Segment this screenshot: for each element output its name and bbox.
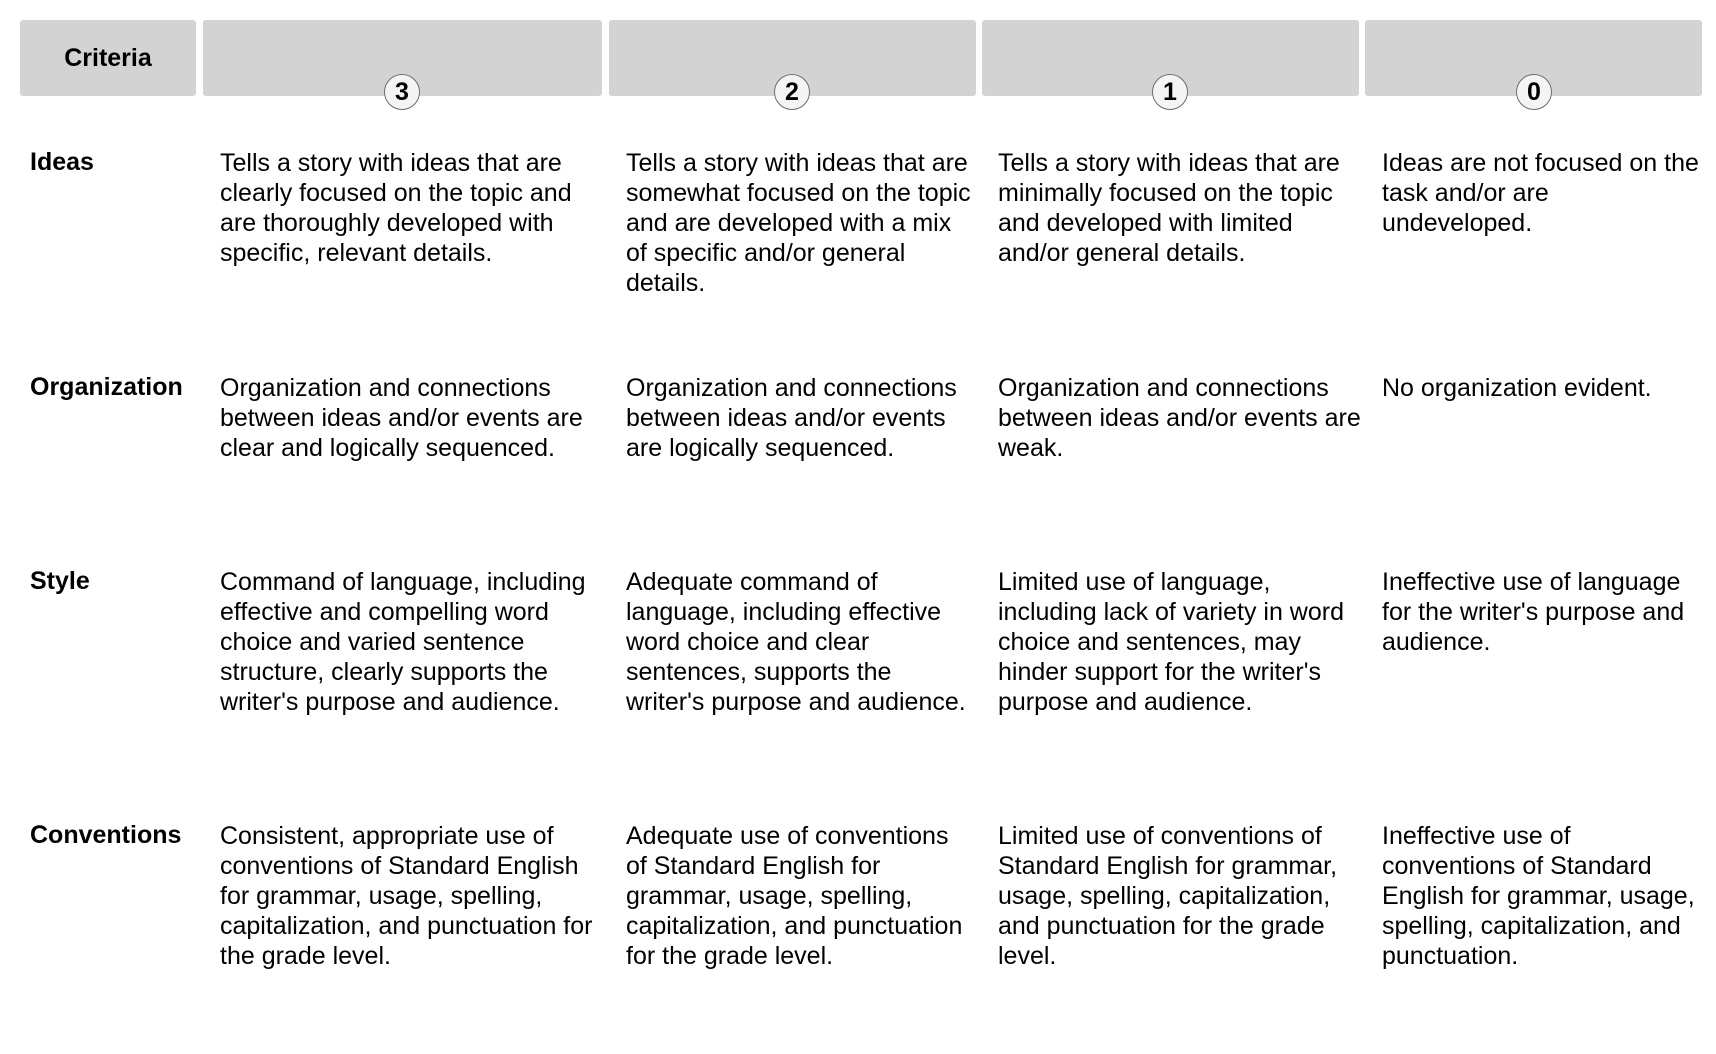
rubric-cell-score-1: Tells a story with ideas that are minimally focused on the topic and developed with limited and/or general details. bbox=[998, 149, 1340, 267]
rubric-cell-score-1: Organization and connections between ideas and/or events are weak. bbox=[998, 374, 1361, 462]
rubric-cell-score-0: Ideas are not focused on the task and/or are undeveloped. bbox=[1382, 149, 1699, 237]
rubric-cell-score-3: Command of language, including effective and compelling word choice and varied sentence structure, clearly supports the writer's purpose and audience. bbox=[220, 568, 586, 716]
score-badge-3 bbox=[384, 74, 420, 110]
score-badge-1 bbox=[1152, 74, 1188, 110]
rubric-cell-score-1: Limited use of language, including lack of variety in word choice and sentences, may hinder support for the writer's purpose and audience. bbox=[998, 568, 1344, 716]
score-badge-label: 3 bbox=[395, 77, 409, 106]
rubric-cell-score-3: Tells a story with ideas that are clearly focused on the topic and are thoroughly developed with specific, relevant details. bbox=[220, 149, 572, 267]
criteria-header-label: Criteria bbox=[64, 43, 152, 72]
score-badge-label: 2 bbox=[785, 77, 799, 106]
rubric-cell-score-1: Limited use of conventions of Standard English for grammar, usage, spelling, capitalization, and punctuation for the grade level. bbox=[998, 822, 1338, 970]
rubric-cell-score-3: Consistent, appropriate use of conventions of Standard English for grammar, usage, spelling, capitalization, and punctuation for the grade level. bbox=[220, 822, 593, 970]
criterion-label: Organization bbox=[30, 373, 183, 401]
rubric-cell-score-2: Adequate use of conventions of Standard English for grammar, usage, spelling, capitalization, and punctuation for the grade level. bbox=[626, 822, 963, 970]
rubric-cell-score-0: Ineffective use of language for the writer's purpose and audience. bbox=[1382, 568, 1685, 656]
rubric-cell-score-2: Adequate command of language, including effective word choice and clear sentences, supports the writer's purpose and audience. bbox=[626, 568, 966, 716]
rubric-cell-score-2: Organization and connections between ideas and/or events are logically sequenced. bbox=[626, 374, 957, 462]
criteria-header bbox=[20, 20, 196, 96]
score-badge-0 bbox=[1516, 74, 1552, 110]
rubric-cell-score-0: No organization evident. bbox=[1382, 374, 1652, 402]
score-badge-2 bbox=[774, 74, 810, 110]
criterion-label: Ideas bbox=[30, 148, 94, 176]
rubric-cell-score-0: Ineffective use of conventions of Standard English for grammar, usage, spelling, capitalization, and punctuation. bbox=[1382, 822, 1695, 970]
score-badge-label: 1 bbox=[1163, 77, 1177, 106]
criterion-label: Style bbox=[30, 567, 90, 595]
rubric-cell-score-2: Tells a story with ideas that are somewhat focused on the topic and are developed with a mix of specific and/or general details. bbox=[626, 149, 971, 297]
rubric-cell-score-3: Organization and connections between ideas and/or events are clear and logically sequenced. bbox=[220, 374, 583, 462]
criterion-label: Conventions bbox=[30, 821, 182, 849]
score-badge-label: 0 bbox=[1527, 77, 1541, 106]
